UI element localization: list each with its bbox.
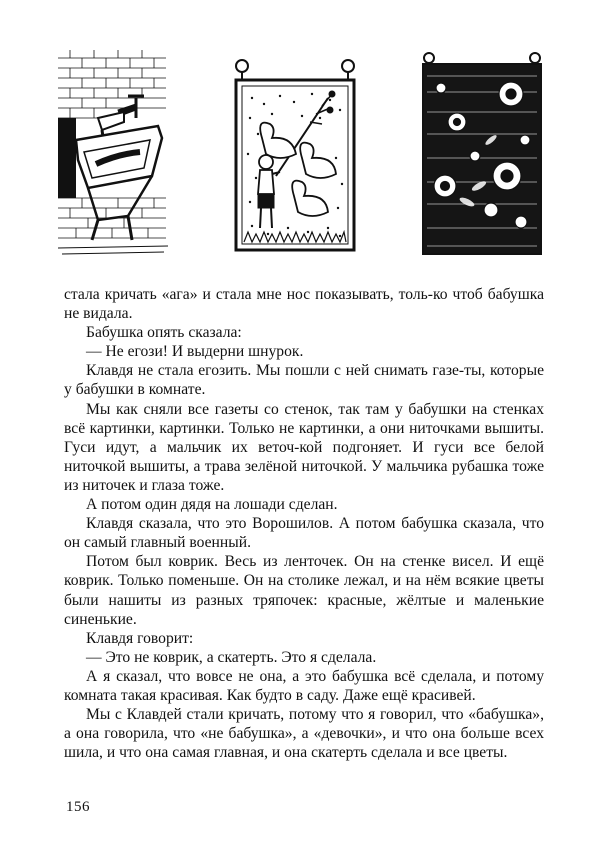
paragraph-2: Бабушка опять сказала:	[86, 324, 242, 342]
page-number: 156	[66, 799, 90, 815]
main-text	[64, 285, 544, 762]
paragraph-3: — Не егози! И выдерни шнурок.	[86, 343, 304, 361]
paragraph-1: стала кричать «ага» и стала мне нос показывать, толь-ко чтоб бабушка не видала.	[64, 286, 544, 323]
paragraph-5: Мы как сняли все газеты со стенок, так там у бабушки на стенках всё картинки, картинки. Только не картинки, а они ниточками вышиты. Гуси идут, а мальчик их веточ-кой подгоняет. И гуси все белой ниточкой вышиты, а трава зелёной ниточкой. У мальчика рубашка тоже из ниточек и глаза тоже.	[64, 400, 544, 494]
paragraph-11: А я сказал, что вовсе не она, а это бабушка всё сделала, и потому комната такая красивая. Как будто в саду. Даже ещё красивей.	[64, 667, 544, 704]
paragraph-7: Клавдя сказала, что это Ворошилов. А потом бабушка сказала, что он самый главный военный.	[64, 515, 544, 552]
paragraph-12: Мы с Клавдей стали кричать, потому что я говорил, что «бабушка», а она говорила, что «не бабушка», а «девочки», и что она больше всех шила, и что она самая главная, и она скатерть сделала и все цветы.	[64, 706, 544, 762]
paragraph-4: Клавдя не стала егозить. Мы пошли с ней снимать газе-ты, которые у бабушки в комнате.	[64, 362, 544, 399]
washbasin-illustration	[58, 48, 176, 258]
illustrations-row	[0, 0, 600, 265]
paragraph-9: Клавдя говорит:	[86, 629, 194, 647]
flower-rug-illustration	[421, 52, 543, 256]
embroidery-geese-illustration	[232, 58, 358, 254]
paragraph-10: — Это не коврик, а скатерть. Это я сделала.	[86, 648, 377, 666]
paragraph-6: А потом один дядя на лошади сделан.	[86, 496, 338, 514]
paragraph-8: Потом был коврик. Весь из ленточек. Он на стенке висел. И ещё коврик. Только поменьше. Он на столике лежал, и на нём всякие цветы были нашиты из разных тряпочек: красные, жёлтые и маленькие синенькие.	[64, 553, 544, 628]
